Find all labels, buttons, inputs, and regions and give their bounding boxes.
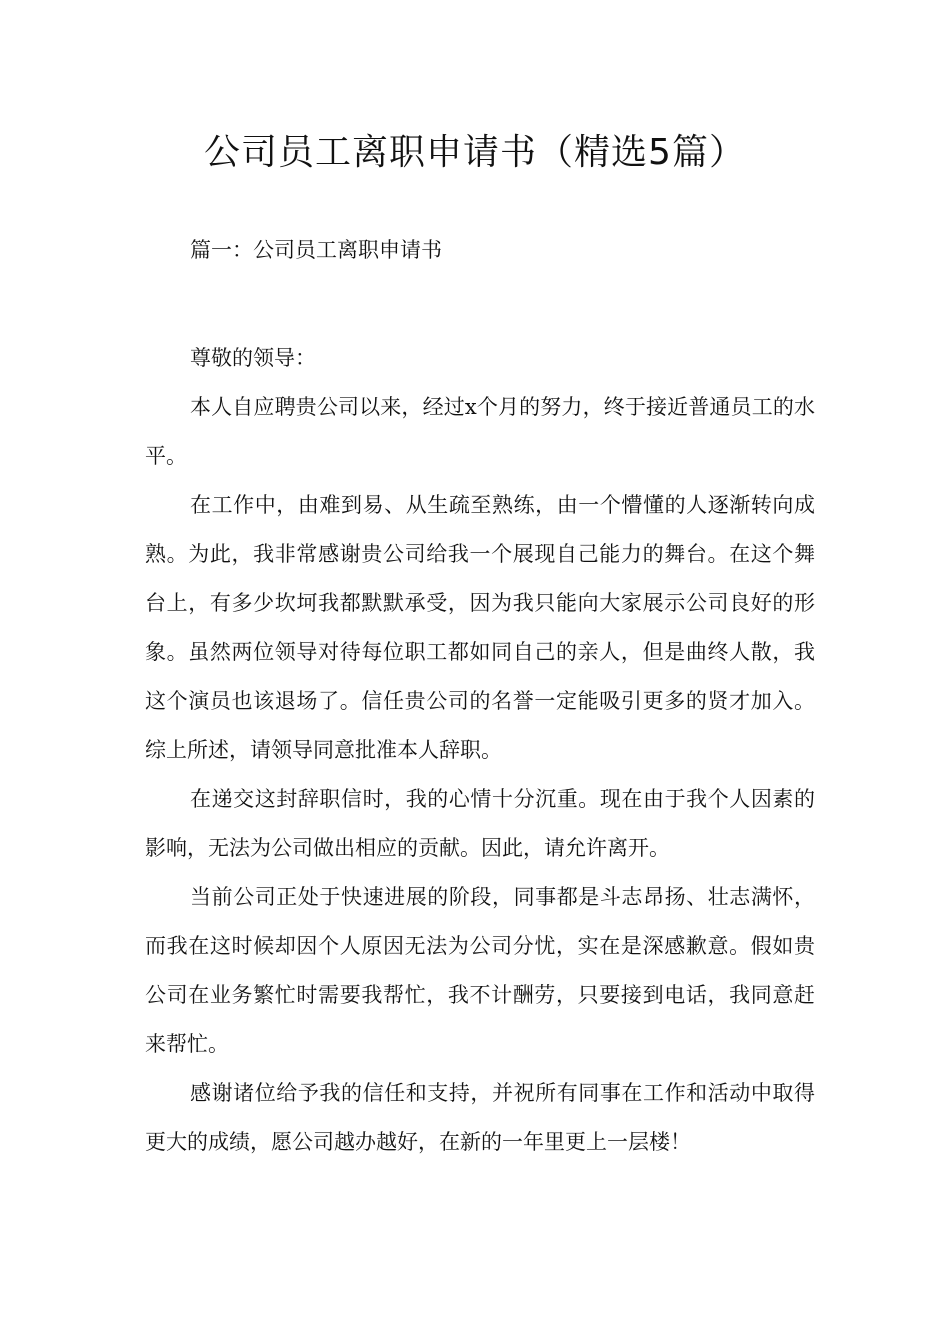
- paragraph-1: 本人自应聘贵公司以来，经过x个月的努力，终于接近普通员工的水平。: [145, 395, 815, 468]
- section-heading: 篇一：公司员工离职申请书: [190, 238, 442, 262]
- salutation: 尊敬的领导：: [190, 346, 316, 370]
- document-title: 公司员工离职申请书（精选5篇）: [204, 132, 746, 173]
- letter-body: [145, 334, 815, 1167]
- paragraph-3: 在递交这封辞职信时，我的心情十分沉重。现在由于我个人因素的影响，无法为公司做出相应的贡献。因此，请允许离开。: [145, 787, 815, 860]
- paragraph-5: 感谢诸位给予我的信任和支持，并祝所有同事在工作和活动中取得更大的成绩，愿公司越办越好，在新的一年里更上一层楼！: [145, 1081, 815, 1154]
- paragraph-4: 当前公司正处于快速进展的阶段，同事都是斗志昂扬、壮志满怀，而我在这时候却因个人原因无法为公司分忧，实在是深感歉意。假如贵公司在业务繁忙时需要我帮忙，我不计酬劳，只要接到电话，我同意赶来帮忙。: [145, 885, 815, 1056]
- paragraph-2: 在工作中，由难到易、从生疏至熟练，由一个懵懂的人逐渐转向成熟。为此，我非常感谢贵公司给我一个展现自己能力的舞台。在这个舞台上，有多少坎坷我都默默承受，因为我只能向大家展示公司良好的形象。虽然两位领导对待每位职工都如同自己的亲人，但是曲终人散，我这个演员也该退场了。信任贵公司的名誉一定能吸引更多的贤才加入。综上所述，请领导同意批准本人辞职。: [145, 493, 815, 762]
